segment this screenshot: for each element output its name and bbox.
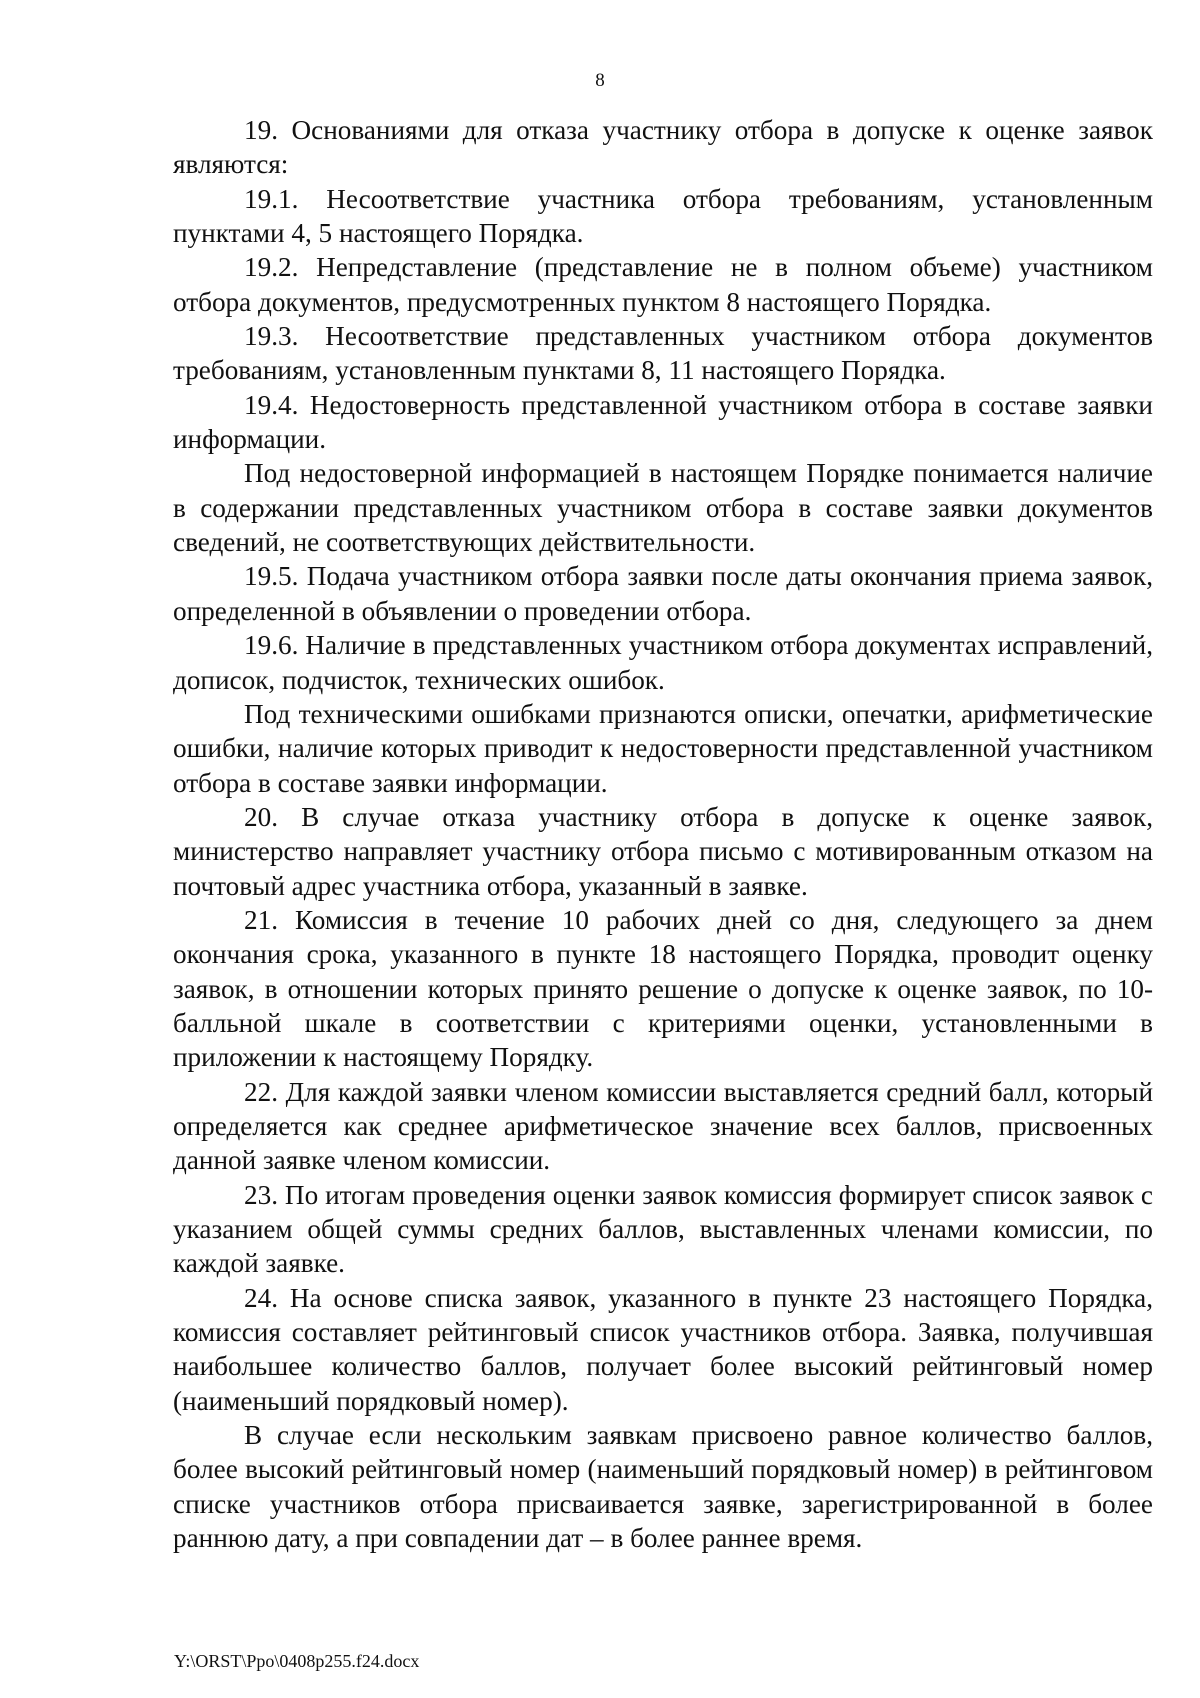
file-path-footer: Y:\ORST\Ppo\0408p255.f24.docx <box>174 1651 420 1671</box>
paragraph-19-2: 19.2. Непредставление (представление не в полном объеме) участником отбора документов, предусмотренных пунктом 8 настоящего Порядка. <box>173 252 1153 317</box>
paragraph-21: 21. Комиссия в течение 10 рабочих дней со дня, следующего за днем окончания срока, указанного в пункте 18 настоящего Порядка, проводит оценку заявок, в отношении которых принято решение о допуске к оценке заявок, по 10-балльной шкале в соответствии с критериями оценки, установленными в приложении к настоящему Порядку. <box>173 904 1153 1073</box>
paragraph-24-tie-rule: В случае если нескольким заявкам присвоено равное количество баллов, более высокий рейтинговый номер (наименьший порядковый номер) в рейтинговом списке участников отбора присваивается заявке, зарегистрированной в более раннюю дату, а при совпадении дат – в более раннее время. <box>173 1420 1153 1554</box>
document-body <box>173 113 1153 1555</box>
paragraph-19-1: 19.1. Несоответствие участника отбора требованиям, установленным пунктами 4, 5 настоящего Порядка. <box>173 183 1153 249</box>
paragraph-19-5: 19.5. Подача участником отбора заявки после даты окончания приема заявок, определенной в объявлении о проведении отбора. <box>173 561 1153 626</box>
paragraph-24: 24. На основе списка заявок, указанного в пункте 23 настоящего Порядка, комиссия составляет рейтинговый список участников отбора. Заявка, получившая наибольшее количество баллов, получает более высокий рейтинговый номер (наименьший порядковый номер). <box>173 1282 1153 1416</box>
page-number: 8 <box>595 70 605 91</box>
paragraph-20: 20. В случае отказа участнику отбора в допуске к оценке заявок, министерство направляет участнику отбора письмо с мотивированным отказом на почтовый адрес участника отбора, указанный в заявке. <box>173 801 1153 901</box>
paragraph-19-3: 19.3. Несоответствие представленных участником отбора документов требованиям, установленным пунктами 8, 11 настоящего Порядка. <box>173 321 1153 386</box>
paragraph-19: 19. Основаниями для отказа участнику отбора в допуске к оценке заявок являются: <box>173 115 1153 180</box>
paragraph-19-6-definition: Под техническими ошибками признаются описки, опечатки, арифметические ошибки, наличие которых приводит к недостоверности представленной участником отбора в составе заявки информации. <box>173 698 1153 798</box>
paragraph-19-4: 19.4. Недостоверность представленной участником отбора в составе заявки информации. <box>173 389 1153 455</box>
paragraph-23: 23. По итогам проведения оценки заявок комиссия формирует список заявок с указанием общей суммы средних баллов, выставленных членами комиссии, по каждой заявке. <box>173 1179 1153 1279</box>
paragraph-19-6: 19.6. Наличие в представленных участником отбора документах исправлений, дописок, подчисток, технических ошибок. <box>173 630 1153 695</box>
paragraph-22: 22. Для каждой заявки членом комиссии выставляется средний балл, который определяется как среднее арифметическое значение всех баллов, присвоенных данной заявке членом комиссии. <box>173 1076 1153 1176</box>
paragraph-19-4-definition: Под недостоверной информацией в настоящем Порядке понимается наличие в содержании представленных участником отбора в составе заявки документов сведений, не соответствующих действительности. <box>173 458 1153 558</box>
